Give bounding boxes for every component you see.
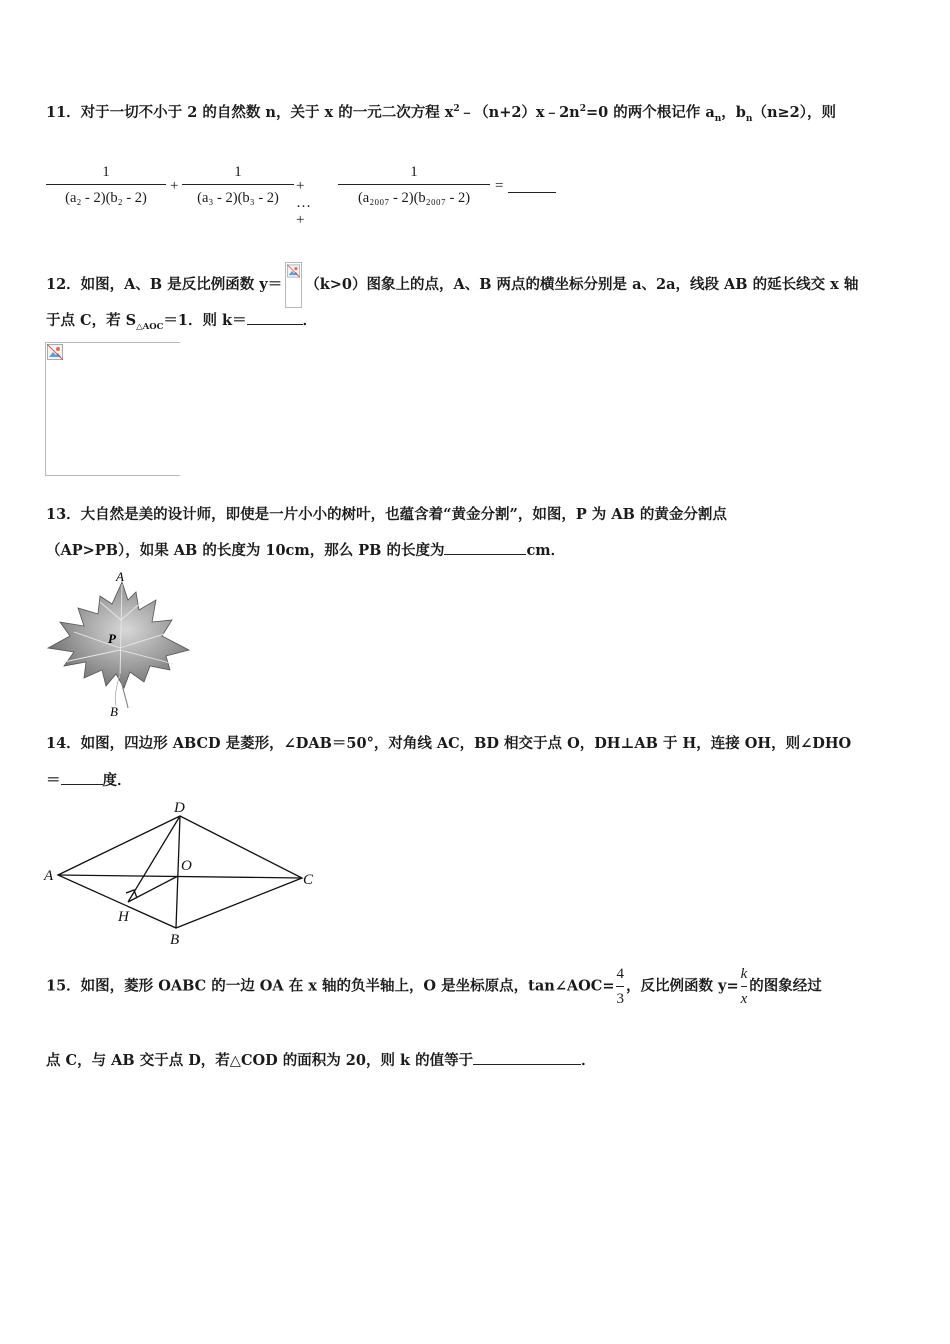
q11-text-a: 11．对于一切不小于 2 的自然数 n，关于 x 的一元二次方程 x [46,104,454,121]
q15-tan-fraction [616,964,624,1009]
q11-sub-n: n [714,113,722,124]
q11-sup-2: 2 [453,104,460,115]
broken-image-icon [287,264,300,278]
q15-k-fraction [741,964,748,1009]
q15-line1 [46,964,822,1009]
q11-frac1-num: 1 [102,164,110,180]
q11-sub-n2: n [745,113,753,124]
q15-answer-blank[interactable] [473,1064,581,1065]
q15-k-den: x [740,991,748,1007]
q15-tan-num: 4 [616,966,624,982]
q11-frac3-num: 1 [410,164,418,180]
q15-end: ． [581,1052,596,1069]
q13-line2 [46,544,565,559]
q14-label-b: B [170,932,180,948]
q11-line1 [46,104,836,124]
q11-text-e: （n≥2），则 [752,104,836,121]
q11-frac1-den: (a₂ - 2)(b₂ - 2) [65,190,147,206]
q11-answer-blank[interactable] [508,192,556,193]
q12-text-b: （k>0）图象上的点，A、B 两点的横坐标分别是 a、2a，线段 AB 的延长线交 x 轴 [305,276,859,293]
q15-text-b: ，反比例函数 y= [625,977,739,995]
q14-label-c: C [303,872,314,888]
q12-text-c: 于点 C，若 S [46,312,137,329]
q15-tan-den: 3 [616,991,624,1007]
diagonal-ac [58,875,302,878]
q15-k-num: k [740,966,748,982]
q13-label-b: B [110,704,118,719]
q13-label-p: P [108,631,116,646]
q11-text-b: ﹣（n+2）x﹣2n [459,104,580,121]
q14-rhombus-figure [40,796,330,952]
q11-text-c: =0 的两个根记作 a [585,104,715,121]
q14-text-a: ＝ [46,772,61,789]
q13-label-a: A [116,570,124,584]
q15-line2 [46,1054,596,1069]
q12-text-d: ＝1．则 k＝ [163,312,247,329]
q11-sup-2b: 2 [579,104,586,115]
q11-fraction-1 [46,162,166,208]
q14-line1: 14．如图，四边形 ABCD 是菱形，∠DAB＝50°，对角线 AC，BD 相交于点 O，DH⊥AB 于 H，连接 OH，则∠DHO [46,735,852,752]
q12-formula-image [285,262,302,308]
q12-end: ． [302,312,318,329]
q11-text-d: ，b [721,104,746,121]
q14-line2 [46,774,132,789]
q11-fraction-3 [338,162,490,208]
q13-text-a: （AP>PB），如果 AB 的长度为 10cm，那么 PB 的长度为 [46,542,445,559]
q12-answer-blank[interactable] [247,324,303,325]
q12-figure-placeholder [45,342,180,476]
q15-text-a: 15．如图，菱形 OABC 的一边 OA 在 x 轴的负半轴上，O 是坐标原点，tan∠AOC= [46,977,615,995]
q14-label-h: H [118,909,129,925]
q13-line1: 13．大自然是美的设计师，即使是一片小小的树叶，也蕴含着“黄金分割”，如图，P 为 AB 的黄金分割点 [46,506,727,523]
q12-line1 [46,262,858,308]
q12-text-a: 12．如图，A、B 是反比例函数 y＝ [46,276,283,293]
q14-label-a: A [44,868,54,884]
q11-plus-1: + [170,178,179,194]
q13-text-b: cm． [526,542,566,559]
q11-plus-dots: + … + [296,178,311,228]
q13-answer-blank[interactable] [444,554,526,555]
q14-text-b: 度． [102,772,132,789]
q11-fraction-2 [182,162,294,208]
diagonal-bd [176,816,180,928]
broken-image-icon [47,344,63,360]
q11-frac2-den: (a₃ - 2)(b₃ - 2) [197,190,279,206]
q11-frac3-den: (a₂₀₀₇ - 2)(b₂₀₀₇ - 2) [357,190,471,206]
q14-answer-blank[interactable] [61,784,103,785]
q12-sub-aoc: △AOC [136,321,164,332]
q15-text-c: 的图象经过 [749,977,822,995]
q11-frac2-num: 1 [234,164,242,180]
q14-label-o: O [181,858,192,874]
q11-equals: = [495,178,504,194]
leaf-shape [48,582,189,688]
q12-line2 [46,312,318,332]
q14-label-d: D [174,800,185,816]
q15-text-d: 点 C，与 AB 交于点 D，若△COD 的面积为 20，则 k 的值等于 [46,1052,474,1069]
q13-leaf-figure [44,570,194,720]
